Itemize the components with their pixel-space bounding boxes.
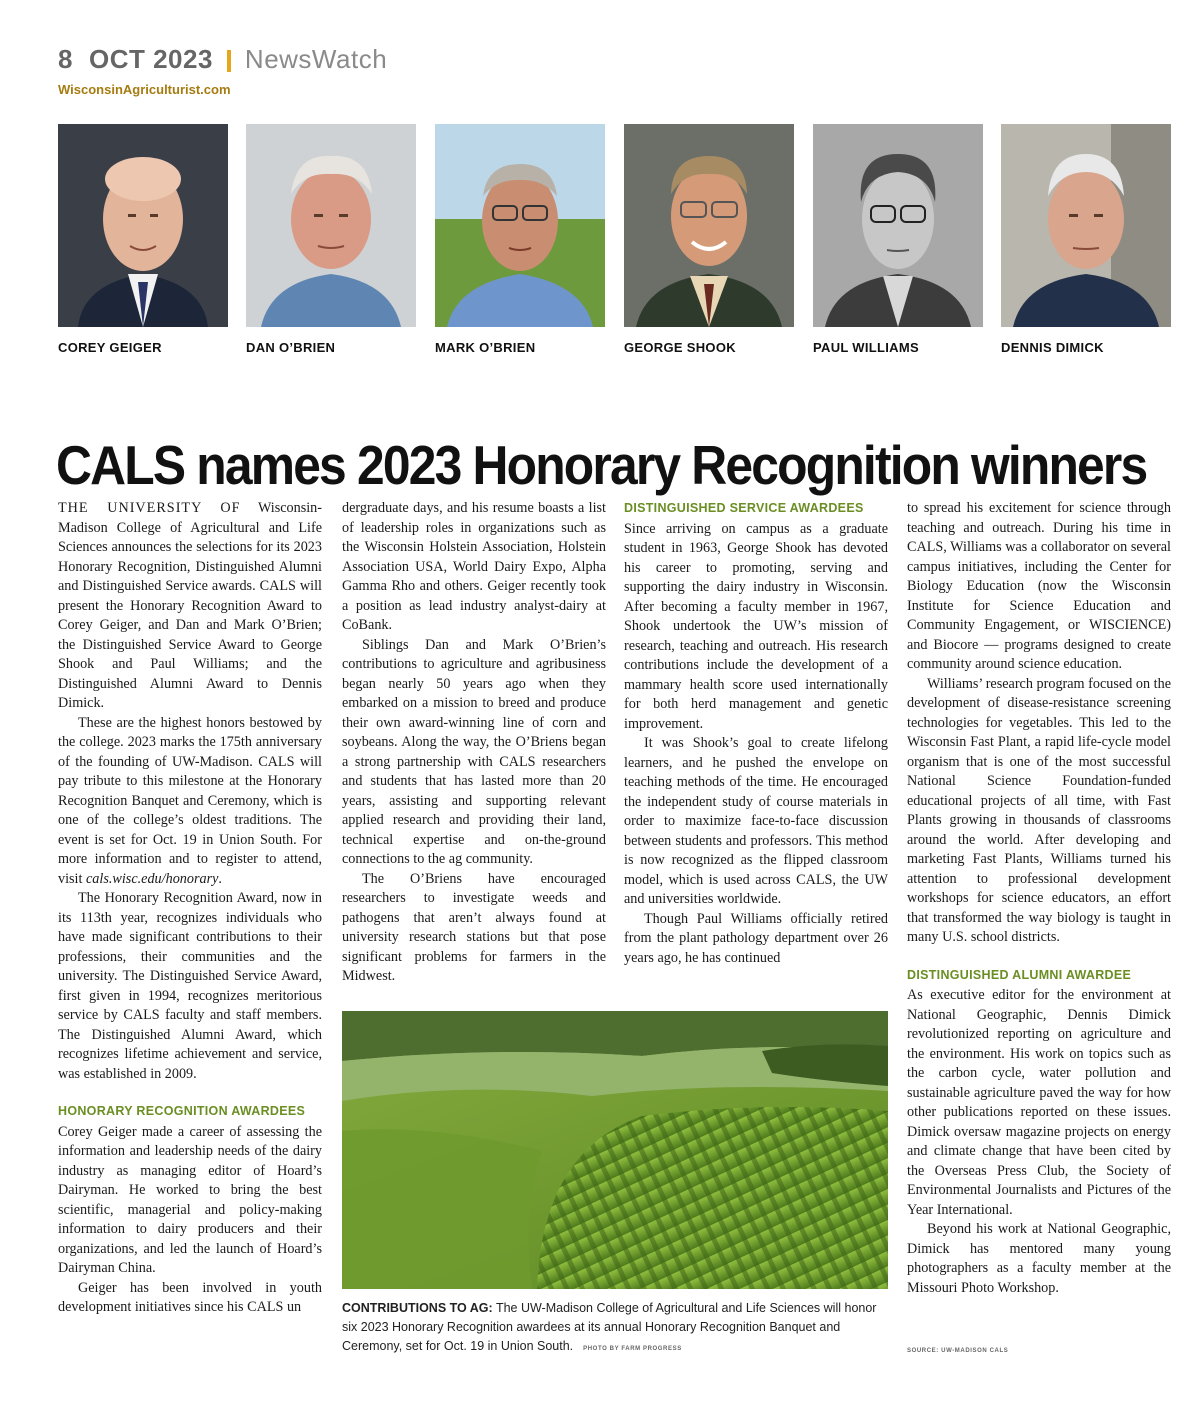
awardee-portraits	[58, 124, 1170, 356]
caption-title: CONTRIBUTIONS TO AG:	[342, 1301, 493, 1315]
paragraph: Siblings Dan and Mark O’Brien’s contributions to agriculture and agribusiness began nearly 50 years ago when they embarked on a mission to breed and produce their own award-winning line of corn and soybeans. Along the way, the O’Briens began a strong partnership with CALS researchers and students that has lasted more than 20 years, assisting and supporting relevant applied research and providing their land, technical expertise and on-the-ground connections to the ag community.	[342, 636, 606, 867]
article-column-1	[58, 499, 322, 1318]
portrait-photo	[58, 124, 228, 327]
portrait-name: COREY GEIGER	[58, 340, 162, 355]
paragraph-continued: dergraduate days, and his resume boasts a list of leadership roles in organizations such as the Wisconsin Holstein Association, Holstein Association USA, World Dairy Expo, Alpha Gamma Rho and others. Geiger recently took a position as lead industry analyst-dairy at CoBank.	[342, 500, 606, 633]
paragraph: It was Shook’s goal to create lifelong learners, and he pushed the envelope on teaching methods of the time. He encouraged the independent study of course materials in order to maximize face-to-face discussion between students and professors. This method is now recognized as the flipped classroom model, which is used across CALS, the UW and universities worldwide.	[624, 735, 888, 907]
portrait-name: DAN O’BRIEN	[246, 340, 336, 355]
portrait-photo	[1001, 124, 1171, 327]
portrait-photo	[435, 124, 605, 327]
masthead-divider	[227, 50, 231, 72]
subhead-alumni: DISTINGUISHED ALUMNI AWARDEE	[907, 967, 1132, 982]
article-column-4	[907, 499, 1171, 1298]
paragraph-end: .	[218, 870, 222, 887]
paragraph	[58, 714, 322, 890]
paragraph: Geiger has been involved in youth development initiatives since his CALS un	[58, 1279, 322, 1315]
subhead-honorary: HONORARY RECOGNITION AWARDEES	[58, 1104, 306, 1118]
paragraph: Since arriving on campus as a graduate student in 1963, George Shook has devoted his career to promoting, serving and supporting the dairy industry in Wisconsin. After becoming a faculty member in 1967, Shook undertook the UW’s mission of research, teaching and outreach. His research contributions include the development of a mammary health score used internationally for both herd management and genetic improvement.	[624, 520, 888, 732]
paragraph: The O’Briens have encouraged researchers to investigate weeds and pathogens that aren’t always found at university research stations but that pose significant problems for farmers in the Midwest.	[342, 870, 606, 984]
portrait-card	[246, 124, 416, 355]
article-column-3	[624, 499, 888, 968]
photo-credit: PHOTO BY FARM PROGRESS	[583, 1346, 682, 1352]
page-number: 8	[58, 44, 73, 74]
paragraph: The Honorary Recognition Award, now in its 113th year, recognizes individuals who have made significant contributions to their professions, their communities and the university. The Distinguished Service Award, first given in 1994, recognizes meritorious service by CALS faculty and staff members. The Distinguished Alumni Award, which recognizes lifetime achievement and service, was established in 2009.	[58, 890, 322, 1082]
paragraph: As executive editor for the environment at National Geographic, Dennis Dimick revolutionized reporting on agriculture and the environment. His work on topics such as the carbon cycle, water pollution and sustainable agriculture paved the way for how other publications reported on these issues. Dimick oversaw magazine projects on energy and climate change that have been cited by the Overseas Press Club, the Society of Environmental Journalists and Pictures of the Year International.	[907, 987, 1171, 1218]
intro-text: Wisconsin-Madison College of Agricultural and Life Sciences announces the selections for its 2023 Honorary Recognition, Distinguished Alumni and Distinguished Service awards. CALS will present the Honorary Recognition Award to Corey Geiger, and Dan and Mark O’Brien; the Distinguished Service Award to George Shook and Paul Williams; and the Distinguished Alumni Award to Dennis Dimick.	[58, 500, 323, 711]
paragraph-text: These are the highest honors bestowed by the college. 2023 marks the 175th anniversary of the founding of UW-Madison. CALS will pay tribute to this milestone at the Honorary Recognition Banquet and Ceremony, which is one of the college’s oldest traditions. The event is set for Oct. 19 in Union South. For more information and to register to attend, visit	[58, 714, 322, 887]
photo-caption	[342, 1299, 888, 1359]
paragraph: Beyond his work at National Geographic, Dimick has mentored many young photographers as a faculty member at the Missouri Photo Workshop.	[907, 1221, 1171, 1296]
issue-date: OCT 2023	[88, 44, 213, 74]
portrait-card	[58, 124, 228, 355]
paragraph: Corey Geiger made a career of assessing the information and leadership needs of the dairy industry as managing editor of Hoard’s Dairyman. He worked to bring the best scientific, managerial and policy-making information to dairy producers and their organizations, and led the launch of Hoard’s Dairyman China.	[58, 1123, 322, 1276]
subhead-service: DISTINGUISHED SERVICE AWARDEES	[624, 501, 864, 515]
portrait-card	[1001, 124, 1171, 355]
portrait-card	[813, 124, 983, 355]
intro-lead-in: THE UNIVERSITY OF	[58, 500, 241, 516]
intro-paragraph	[58, 499, 322, 714]
masthead	[58, 44, 387, 78]
portrait-name: MARK O’BRIEN	[435, 340, 536, 355]
paragraph: Williams’ research program focused on the development of disease-resistance screening technologies for vegetables. This led to the Wisconsin Fast Plant, a rapid life-cycle model organism that is one of the most successful National Science Foundation-funded educational projects of all time, with Fast Plants growing in thousands of classrooms around the world. After developing and marketing Fast Plants, Williams turned his attention to professional development workshops for science educators, an effort that transformed the way biology is taught in many U.S. school districts.	[907, 675, 1171, 945]
source-note: SOURCE: UW-MADISON CALS	[907, 1348, 1009, 1354]
portrait-photo	[624, 124, 794, 327]
paragraph-continued: to spread his excitement for science through teaching and outreach. During his time in CALS, Williams was a collaborator on several campus initiatives, including the Center for Biology Education (now the Wisconsin Institute for Science Education and Community Engagement, or WISCIENCE) and Biocore — programs designed to create community around science education.	[907, 500, 1171, 672]
portrait-name: GEORGE SHOOK	[624, 340, 736, 355]
article-column-2	[342, 499, 606, 987]
portrait-photo	[246, 124, 416, 327]
article-headline: CALS names 2023 Honorary Recognition winners	[56, 433, 1147, 496]
website-link[interactable]: WisconsinAgriculturist.com	[58, 82, 231, 97]
portrait-card	[435, 124, 605, 355]
portrait-name: DENNIS DIMICK	[1001, 340, 1104, 355]
event-link[interactable]: cals.wisc.edu/honorary	[86, 870, 219, 887]
paragraph: Though Paul Williams officially retired from the plant pathology department over 26 years ago, he has continued	[624, 910, 888, 966]
portrait-card	[624, 124, 794, 355]
portrait-photo	[813, 124, 983, 327]
caption-text: The UW-Madison College of Agricultural and Life Sciences will honor six 2023 Honorary Recognition awardees at its annual Honorary Recognition Banquet and Ceremony, set for Oct. 19 in Union South.	[342, 1301, 877, 1353]
section-name: NewsWatch	[244, 44, 388, 74]
cornfield-photo	[342, 1011, 888, 1289]
portrait-name: PAUL WILLIAMS	[813, 340, 919, 355]
